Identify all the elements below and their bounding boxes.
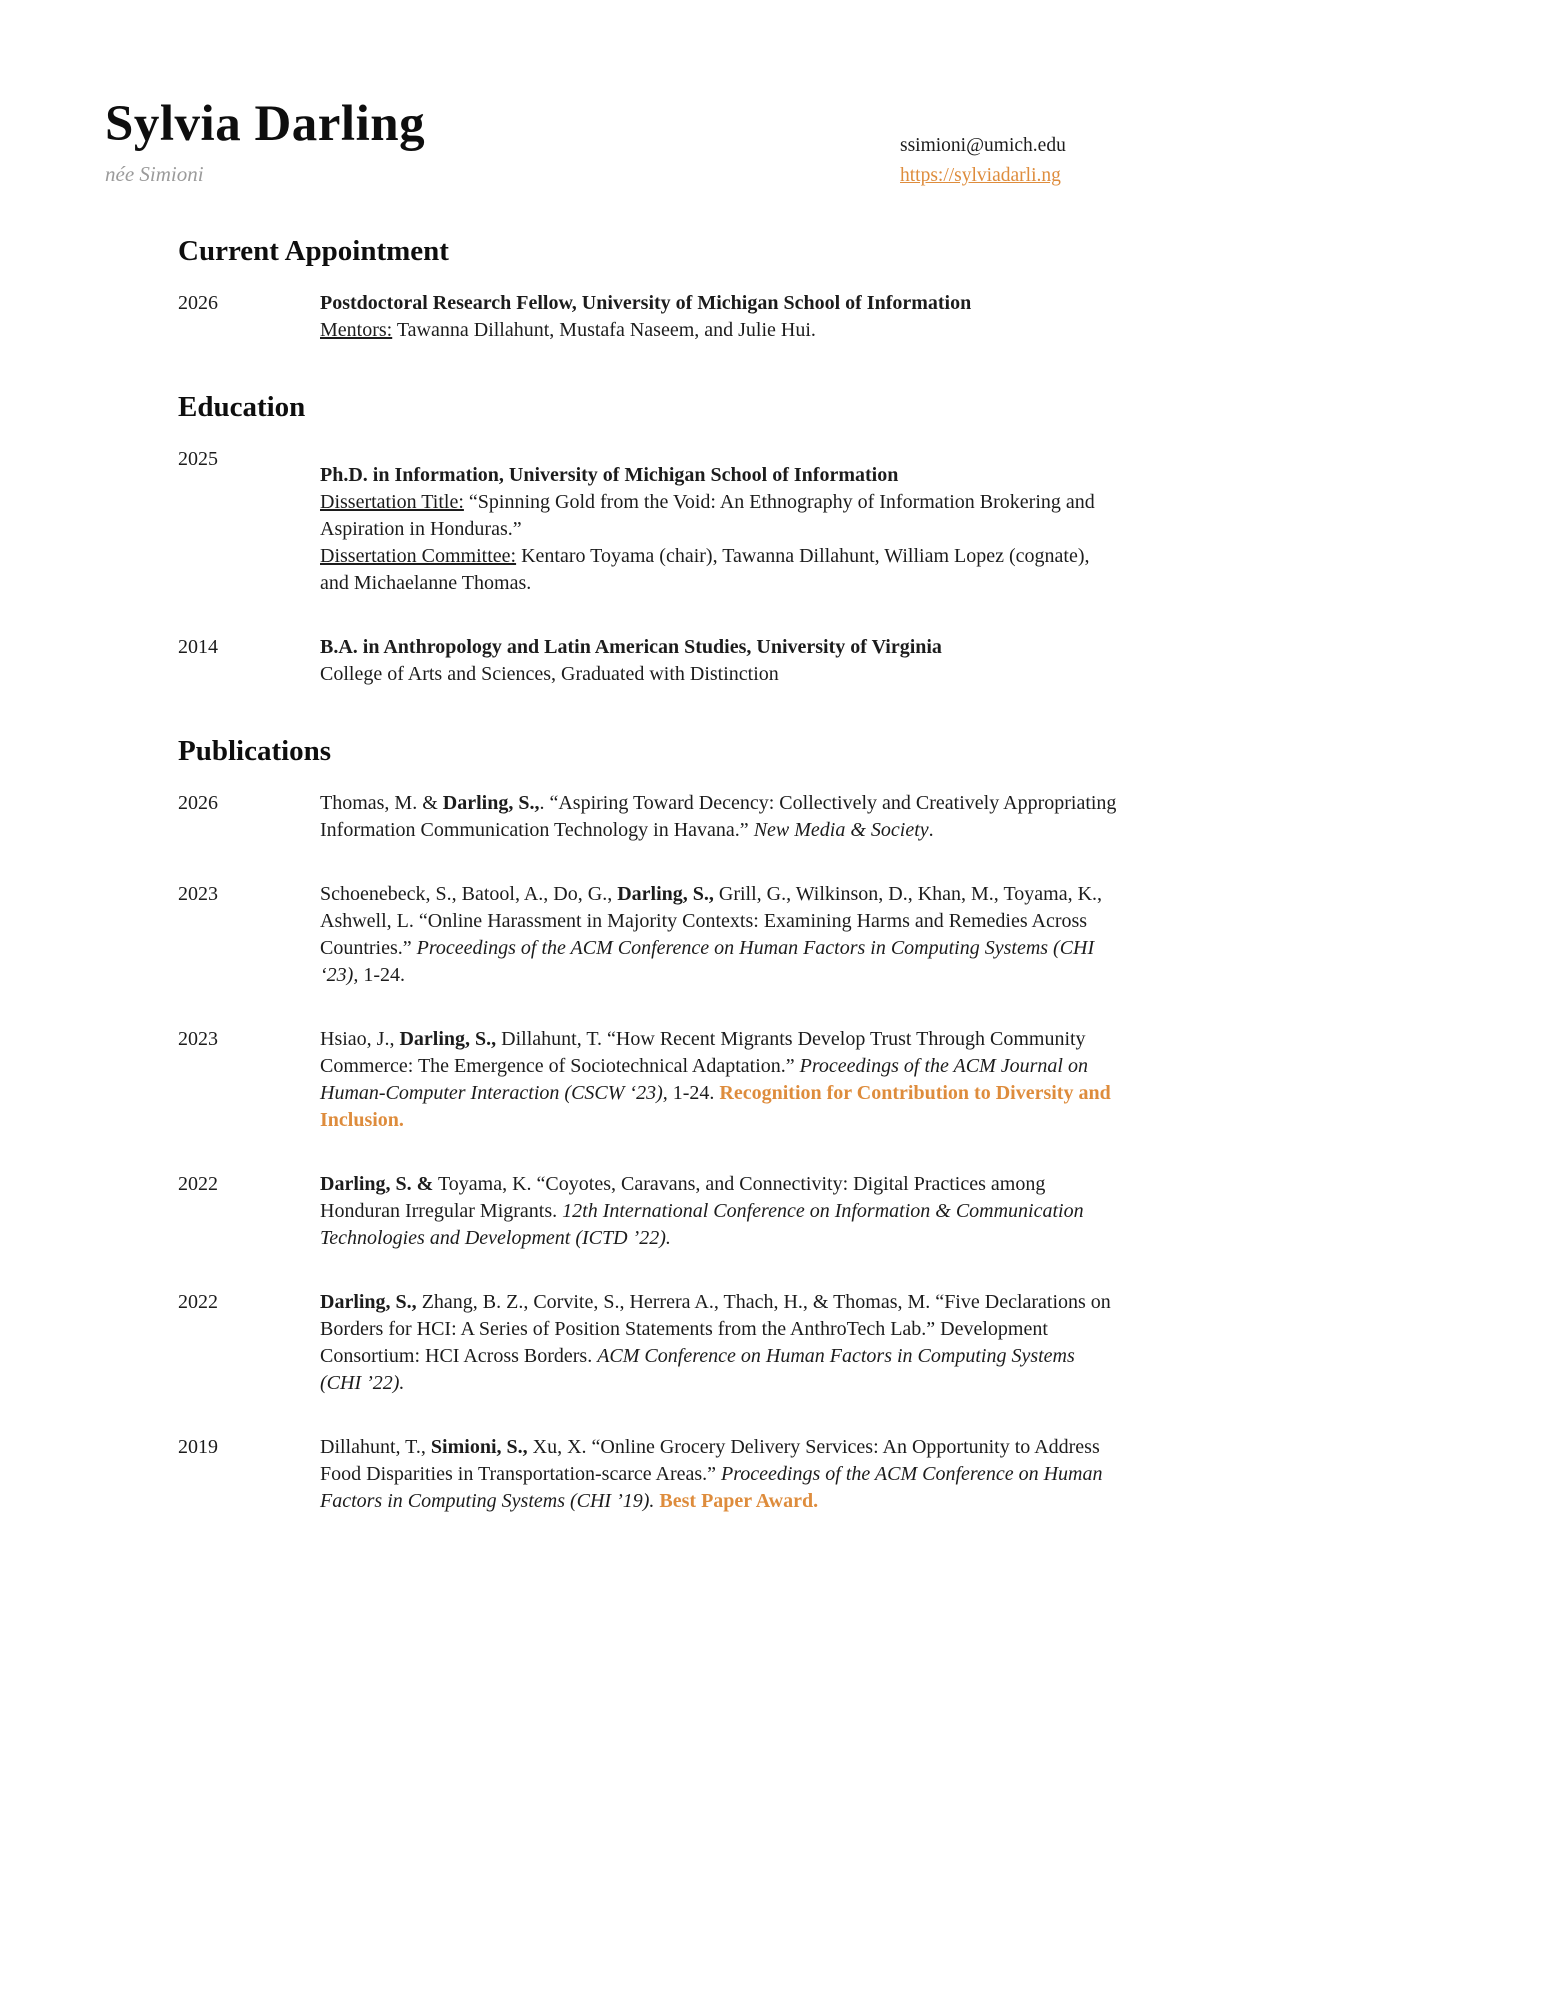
text-segment: New Media & Society xyxy=(753,819,929,841)
current-appointment-entries xyxy=(178,290,1118,344)
website-link[interactable]: https://sylviadarli.ng xyxy=(900,165,1061,186)
text-segment: Postdoctoral Research Fellow, University of Michigan School of Information xyxy=(320,292,972,314)
cv-entry xyxy=(178,1434,1118,1515)
text-segment: Hsiao, J., xyxy=(320,1028,400,1050)
section-heading-education: Education xyxy=(178,391,306,423)
text-segment: Darling, S., xyxy=(617,883,714,905)
text-segment: Thomas, M. & xyxy=(320,792,443,814)
text-segment: Recognition for Contribution to Diversity and Inclusion. xyxy=(320,1082,1111,1131)
contact-block xyxy=(900,131,1066,191)
entry-content xyxy=(320,1289,1118,1397)
entry-content xyxy=(320,290,1118,344)
page-header xyxy=(0,0,1545,188)
text-segment: Proceedings of the ACM Conference on Human Factors in Computing Systems (CHI ’19). xyxy=(320,1463,1103,1512)
text-segment: Xu, X. “Online Grocery Delivery Services: An Opportunity to Address Food Disparities in Transportation-scarce Areas.” xyxy=(320,1436,1100,1485)
cv-name: Sylvia Darling xyxy=(105,96,426,152)
text-segment: Simioni, S., xyxy=(430,1436,528,1458)
text-segment: 1-24. xyxy=(667,1082,720,1104)
text-segment: Dissertation Committee: xyxy=(320,545,517,567)
former-name: née Simioni xyxy=(105,162,204,186)
entry-content xyxy=(320,881,1118,989)
entry-year: 2026 xyxy=(178,292,218,314)
education-entries xyxy=(178,446,1118,688)
entry-content xyxy=(320,634,1118,688)
cv-main xyxy=(178,234,1118,1515)
entry-content xyxy=(320,446,1118,597)
entry-year: 2025 xyxy=(178,448,218,470)
text-segment: Dillahunt, T., xyxy=(320,1436,431,1458)
text-segment: Darling, S., xyxy=(320,1291,417,1313)
entry-year: 2014 xyxy=(178,636,218,658)
text-segment: Grill, G., Wilkinson, D., Khan, M., Toyama, K., Ashwell, L. “Online Harassment in Majority Contexts: Examining Harms and Remedies Across Countries.” xyxy=(320,883,1103,959)
text-segment: Kentaro Toyama (chair), Tawanna Dillahunt, William Lopez (cognate), and Michaelanne Thomas. xyxy=(320,545,1090,594)
text-segment: Proceedings of the ACM Conference on Human Factors in Computing Systems (CHI ‘23), xyxy=(320,937,1095,986)
section-heading-publications: Publications xyxy=(178,735,332,767)
text-segment: Ph.D. in Information, University of Michigan School of Information xyxy=(320,464,899,486)
text-segment: College of Arts and Sciences, Graduated with Distinction xyxy=(320,663,779,685)
text-segment: Darling, S. & xyxy=(320,1173,434,1195)
text-segment: ACM Conference on Human Factors in Computing Systems (CHI ’22). xyxy=(320,1345,1075,1394)
section-education xyxy=(178,390,1118,688)
text-segment: B.A. in Anthropology and Latin American Studies, University of Virginia xyxy=(320,636,942,658)
text-segment: Darling, S., xyxy=(442,792,540,814)
cv-entry xyxy=(178,290,1118,344)
cv-entry xyxy=(178,1289,1118,1397)
entry-year: 2023 xyxy=(178,1028,218,1050)
text-segment: Zhang, B. Z., Corvite, S., Herrera A., Thach, H., & Thomas, M. “Five Declarations on Borders for HCI: A Series of Position Statements from the AnthroTech Lab.” Development Consortium: HCI Across Borders. xyxy=(320,1291,1111,1367)
entry-content xyxy=(320,1434,1118,1515)
text-segment: 12th International Conference on Information & Communication Technologies and Development (ICTD ’22). xyxy=(320,1200,1084,1249)
entry-year: 2026 xyxy=(178,792,218,814)
text-segment: . “Aspiring Toward Decency: Collectively and Creatively Appropriating Information Communication Technology in Havana.” xyxy=(320,792,1117,841)
text-segment: Schoenebeck, S., Batool, A., Do, G., xyxy=(320,883,618,905)
cv-entry xyxy=(178,634,1118,688)
entry-year: 2023 xyxy=(178,883,218,905)
entry-year: 2022 xyxy=(178,1173,218,1195)
entry-content xyxy=(320,1171,1118,1252)
entry-year: 2019 xyxy=(178,1436,218,1458)
publications-entries xyxy=(178,790,1118,1515)
text-segment: Toyama, K. “Coyotes, Caravans, and Connectivity: Digital Practices among Honduran Irregular Migrants. xyxy=(320,1173,1046,1222)
text-segment: Mentors: xyxy=(320,319,393,341)
cv-entry xyxy=(178,881,1118,989)
entry-content xyxy=(320,1026,1118,1134)
email-text: ssimioni@umich.edu xyxy=(900,135,1066,156)
text-segment: Dillahunt, T. “How Recent Migrants Develop Trust Through Community Commerce: The Emergence of Sociotechnical Adaptation.” xyxy=(320,1028,1086,1077)
cv-entry xyxy=(178,790,1118,844)
cv-entry xyxy=(178,1026,1118,1134)
text-segment: 1-24. xyxy=(358,964,405,986)
section-current-appointment xyxy=(178,234,1118,344)
section-publications xyxy=(178,734,1118,1515)
text-segment: Darling, S., xyxy=(399,1028,497,1050)
entry-content xyxy=(320,790,1118,844)
text-segment: Proceedings of the ACM Journal on Human-Computer Interaction (CSCW ‘23), xyxy=(320,1055,1088,1104)
section-heading-current-appointment: Current Appointment xyxy=(178,235,449,267)
text-segment: . xyxy=(928,819,934,841)
text-segment: Tawanna Dillahunt, Mustafa Naseem, and Julie Hui. xyxy=(392,319,816,341)
text-segment: “Spinning Gold from the Void: An Ethnography of Information Brokering and Aspiration in Honduras.” xyxy=(320,491,1095,540)
cv-entry xyxy=(178,446,1118,597)
cv-entry xyxy=(178,1171,1118,1252)
text-segment: Dissertation Title: xyxy=(320,491,464,513)
text-segment: Best Paper Award. xyxy=(659,1490,819,1512)
entry-year: 2022 xyxy=(178,1291,218,1313)
